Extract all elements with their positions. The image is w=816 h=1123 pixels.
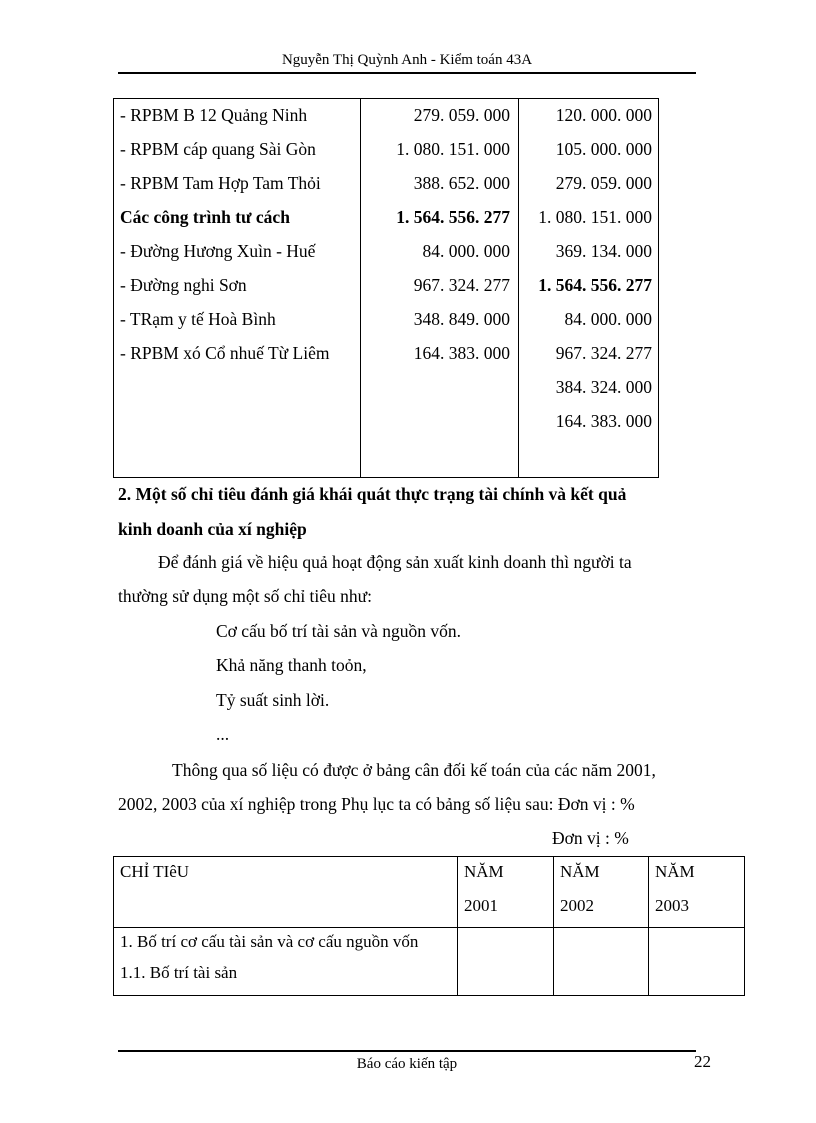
value-col3: 105. 000. 000 <box>555 139 652 159</box>
page-footer: Báo cáo kiến tập <box>356 1056 458 1072</box>
body-text: Thông qua số liệu có được ở bảng cân đối kế toán của các năm 2001, <box>172 760 656 780</box>
footer-rule <box>118 1050 696 1052</box>
project-name: - RPBM Tam Hợp Tam Thỏi <box>120 173 321 193</box>
value-col2: 84. 000. 000 <box>422 241 510 261</box>
list-item: ... <box>216 724 230 744</box>
project-name: - TRạm y tế Hoà Bình <box>120 309 276 329</box>
intro-text: Để đánh giá về hiệu quả hoạt động sản xuất kinh doanh thì người ta <box>158 552 632 572</box>
column-header-year-label: NĂM <box>464 862 504 881</box>
column-divider <box>457 857 458 995</box>
column-header-indicator: CHỈ TIêU <box>120 862 190 881</box>
body-text-cont: 2002, 2003 của xí nghiệp trong Phụ lục ta có bảng số liệu sau: Đơn vị : % <box>118 794 635 814</box>
project-name: - RPBM cáp quang Sài Gòn <box>120 139 316 159</box>
section-heading: 2. Một số chỉ tiêu đánh giá khái quát thực trạng tài chính và kết quả <box>118 484 627 504</box>
table-row <box>114 235 658 269</box>
list-item: Cơ cấu bố trí tài sản và nguồn vốn. <box>216 621 461 641</box>
value-col3: 164. 383. 000 <box>555 411 652 431</box>
indicator-row-sublabel: 1.1. Bố trí tài sản <box>120 963 238 982</box>
project-group-name: Các công trình tư cách <box>120 207 290 227</box>
column-divider <box>553 857 554 995</box>
table-row <box>114 371 658 405</box>
value-col2: 164. 383. 000 <box>413 343 510 363</box>
project-name: - RPBM B 12 Quảng Ninh <box>120 105 308 125</box>
page-number: 22 <box>694 1052 711 1071</box>
column-header-year-label: NĂM <box>560 862 600 881</box>
value-col2: 967. 324. 277 <box>413 275 510 295</box>
table-row <box>114 201 658 235</box>
column-header-year: 2002 <box>560 896 594 915</box>
header-rule <box>118 72 696 74</box>
table-row <box>114 133 658 167</box>
value-col3: 279. 059. 000 <box>555 173 652 193</box>
value-col3: 120. 000. 000 <box>555 105 652 125</box>
table-row <box>114 405 658 439</box>
indicator-row-label: 1. Bố trí cơ cấu tài sản và cơ cấu nguồn vốn <box>120 932 419 951</box>
row-divider <box>114 927 744 928</box>
column-header-year: 2003 <box>655 896 689 915</box>
column-header-year: 2001 <box>464 896 498 915</box>
value-col3: 1. 080. 151. 000 <box>538 207 652 227</box>
table-row <box>114 269 658 303</box>
value-col2: 1. 564. 556. 277 <box>396 207 510 227</box>
value-col2: 1. 080. 151. 000 <box>396 139 510 159</box>
project-name: - Đường Hương Xuìn - Huế <box>120 241 316 261</box>
indicator-table <box>113 856 745 996</box>
value-col2: 348. 849. 000 <box>413 309 510 329</box>
table-row <box>114 99 658 133</box>
section-heading-cont: kinh doanh của xí nghiệp <box>118 519 307 539</box>
value-col3: 1. 564. 556. 277 <box>538 275 652 295</box>
column-header-year-label: NĂM <box>655 862 695 881</box>
list-item: Tỷ suất sinh lời. <box>216 690 330 710</box>
table-row <box>114 337 658 371</box>
page-header: Nguyễn Thị Quỳnh Anh - Kiểm toán 43A <box>281 52 533 68</box>
unit-label: Đơn vị : % <box>552 828 629 848</box>
table-row <box>114 303 658 337</box>
value-col3: 84. 000. 000 <box>564 309 652 329</box>
intro-text-cont: thường sử dụng một số chỉ tiêu như: <box>118 586 373 606</box>
value-col3: 384. 324. 000 <box>555 377 652 397</box>
project-name: - RPBM xó Cổ nhuế Từ Liêm <box>120 343 330 363</box>
project-name: - Đường nghi Sơn <box>120 275 247 295</box>
value-col2: 388. 652. 000 <box>413 173 510 193</box>
list-item: Khả năng thanh toỏn, <box>216 655 367 675</box>
table-row <box>114 167 658 201</box>
value-col2: 279. 059. 000 <box>413 105 510 125</box>
value-col3: 369. 134. 000 <box>555 241 652 261</box>
project-cost-table <box>113 98 659 478</box>
value-col3: 967. 324. 277 <box>555 343 652 363</box>
column-divider <box>648 857 649 995</box>
